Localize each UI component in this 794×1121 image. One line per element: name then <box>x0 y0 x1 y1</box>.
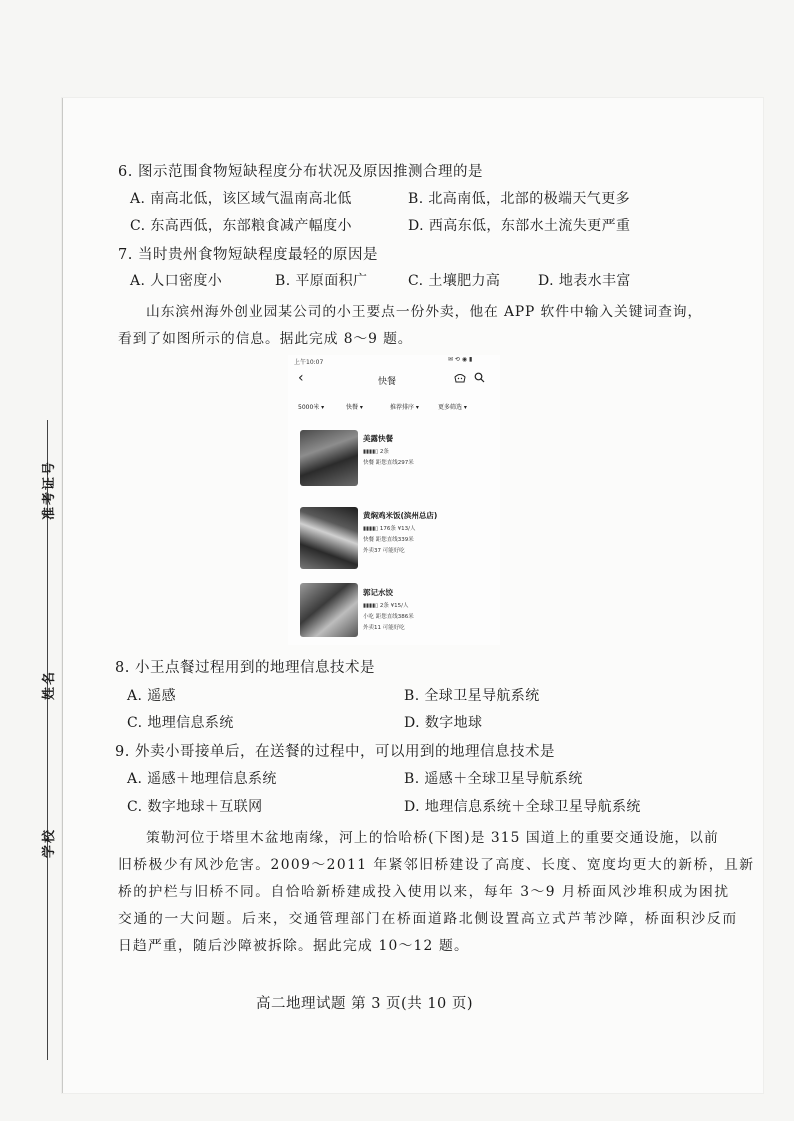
q7-stem: 7. 当时贵州食物短缺程度最轻的原因是 <box>118 247 378 263</box>
q9-option-a: A. 遥感＋地理信息系统 <box>127 771 277 787</box>
status-icons: ✉ ⟲ ◉ ▮ <box>448 356 473 363</box>
q9-option-d: D. 地理信息系统＋全球卫星导航系统 <box>404 799 641 815</box>
q6-option-b: B. 北高南低，北部的极端天气更多 <box>408 191 630 207</box>
q6-option-c: C. 东高西低，东部粮食减产幅度小 <box>130 218 352 234</box>
shop-tags: 外卖11 可能好吃 <box>363 625 405 631</box>
passage-10-12-line3: 桥的护栏与旧桥不同。自恰哈新桥建成投入使用以来，每年 3～9 月桥面风沙堆积成为困扰 <box>118 884 730 900</box>
passage-10-12-line4: 交通的一大问题。后来，交通管理部门在桥面道路北侧设置高立式芦苇沙障，桥面积沙反而 <box>118 911 738 927</box>
app-screenshot <box>288 355 500 645</box>
q8-option-a: A. 遥感 <box>127 688 177 704</box>
app-page-title: 快餐 <box>378 377 397 387</box>
shop-distance: 快餐 距您直线339米 <box>363 537 414 543</box>
passage-10-12-line5: 日趋严重，随后沙障被拆除。据此完成 10～12 题。 <box>118 938 470 954</box>
search-icon[interactable] <box>474 372 485 386</box>
status-time: 上午10:07 <box>294 359 324 366</box>
passage-10-12-line1: 策勒河位于塔里木盆地南缘，河上的恰哈桥(下图)是 315 国道上的重要交通设施，以前 <box>146 830 719 846</box>
q6-option-a: A. 南高北低，该区域气温南高北低 <box>130 191 352 207</box>
page-footer: 高二地理试题 第 3 页(共 10 页) <box>256 996 474 1012</box>
shop-distance: 小吃 距您直线386米 <box>363 614 414 620</box>
filter-sort[interactable]: 推荐排序 ▾ <box>390 404 419 411</box>
q8-option-b: B. 全球卫星导航系统 <box>404 688 540 704</box>
q7-option-d: D. 地表水丰富 <box>538 273 631 289</box>
shop-rating: ▮▮▮▮▯ 176条 ¥13/人 <box>363 526 416 532</box>
q9-option-c: C. 数字地球＋互联网 <box>127 799 263 815</box>
shop-tags: 外卖37 可能好吃 <box>363 548 405 554</box>
q7-option-c: C. 土壤肥力高 <box>408 273 501 289</box>
intro-8-9-line2: 看到了如图所示的信息。据此完成 8～9 题。 <box>118 331 413 347</box>
q8-option-c: C. 地理信息系统 <box>127 715 234 731</box>
back-icon[interactable]: ‹ <box>298 370 304 386</box>
q7-option-a: A. 人口密度小 <box>130 273 223 289</box>
shop-name[interactable]: 美露快餐 <box>363 434 393 443</box>
exam-id-label: 准考证号 <box>42 459 57 520</box>
shop-name[interactable]: 黄焖鸡米饭(滨州总店) <box>363 511 438 520</box>
q6-stem: 6. 图示范围食物短缺程度分布状况及原因推测合理的是 <box>118 164 483 180</box>
filter-category[interactable]: 快餐 ▾ <box>346 404 363 411</box>
school-label: 学校 <box>42 827 57 858</box>
q8-option-d: D. 数字地球 <box>404 715 483 731</box>
q9-stem: 9. 外卖小哥接单后，在送餐的过程中，可以用到的地理信息技术是 <box>115 744 555 760</box>
passage-10-12-line2: 旧桥极少有风沙危害。2009～2011 年紧邻旧桥建设了高度、长度、宽度均更大的新桥，且新 <box>118 857 755 873</box>
cart-icon[interactable] <box>454 372 466 386</box>
shop-photo[interactable] <box>300 583 358 637</box>
filter-more[interactable]: 更多筛选 ▾ <box>438 404 467 411</box>
shop-distance: 快餐 距您直线297米 <box>363 460 414 466</box>
filter-distance[interactable]: 5000米 ▾ <box>298 404 325 411</box>
name-label: 姓名 <box>42 669 57 700</box>
intro-8-9-line1: 山东滨州海外创业园某公司的小王要点一份外卖，他在 APP 软件中输入关键词查询， <box>146 304 703 320</box>
shop-name[interactable]: 郭记水饺 <box>363 588 393 597</box>
q6-option-d: D. 西高东低，东部水土流失更严重 <box>408 218 631 234</box>
q9-option-b: B. 遥感＋全球卫星导航系统 <box>404 771 583 787</box>
shop-photo[interactable] <box>300 507 358 569</box>
shop-rating: ▮▮▮▮▯ 2条 <box>363 449 389 455</box>
q8-stem: 8. 小王点餐过程用到的地理信息技术是 <box>115 660 375 676</box>
q7-option-b: B. 平原面积广 <box>275 273 368 289</box>
shop-photo[interactable] <box>300 430 358 486</box>
shop-rating: ▮▮▮▮▯ 2条 ¥15/人 <box>363 603 409 609</box>
